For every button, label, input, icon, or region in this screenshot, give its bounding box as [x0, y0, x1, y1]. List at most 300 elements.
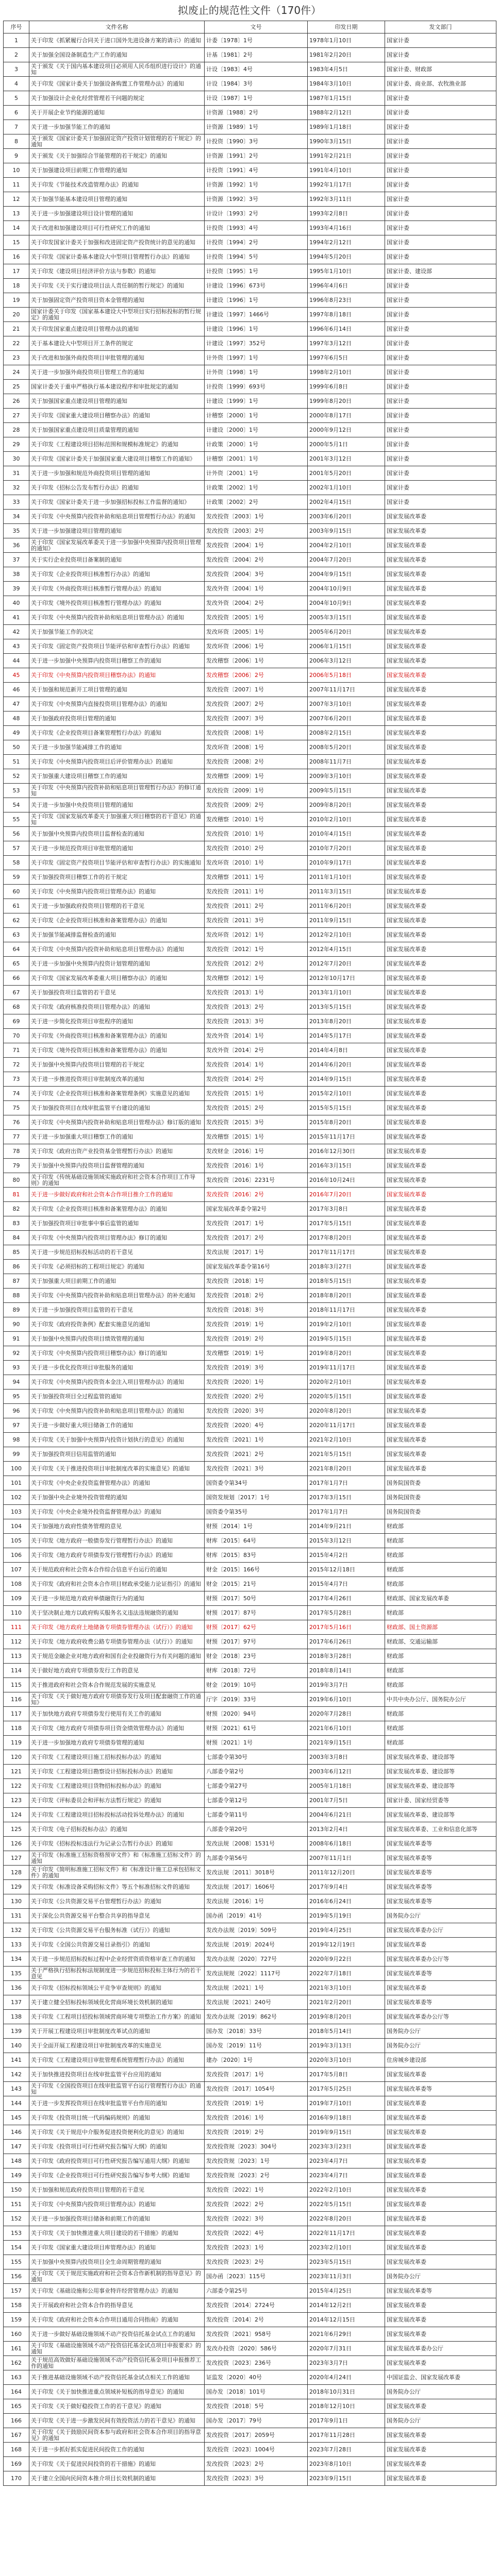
table-row — [4, 1736, 496, 1750]
cell-date: 1984年3月10日 — [308, 77, 385, 91]
cell-index: 55 — [4, 812, 29, 827]
cell-index: 4 — [4, 77, 29, 91]
cell-title: 关于印发《企业投资项目可行性研究报告编写参考大纲》的通知 — [29, 2168, 205, 2183]
cell-title: 关于印发《中央预算内投资补助和贴息项目管理暂行办法》的修订通知 — [29, 784, 205, 798]
cell-doc-number: 计稽察〔2001〕1号 — [205, 452, 308, 466]
cell-date: 1983年4月5日 — [308, 62, 385, 77]
cell-index: 35 — [4, 524, 29, 538]
cell-date: 2003年9月15日 — [308, 524, 385, 538]
cell-index: 51 — [4, 755, 29, 769]
cell-doc-number: 发改法规〔2008〕1531号 — [205, 1837, 308, 1851]
cell-issuer: 国家发展改革委 — [385, 510, 496, 524]
cell-issuer: 国家计委 — [385, 365, 496, 380]
cell-title: 关于印发《企业投资项目核准暂行办法》的通知 — [29, 567, 205, 582]
cell-index: 22 — [4, 336, 29, 351]
cell-issuer: 国家发展改革委 — [385, 2096, 496, 2111]
cell-index: 115 — [4, 1678, 29, 1692]
regulation-table — [3, 21, 496, 2486]
table-row — [4, 1087, 496, 1101]
cell-date: 2004年7月20日 — [308, 553, 385, 567]
cell-date: 2017年1月7日 — [308, 1476, 385, 1490]
cell-date: 2005年6月20日 — [308, 625, 385, 639]
cell-doc-number: 发改稽察〔2015〕1号 — [205, 1130, 308, 1144]
cell-index: 116 — [4, 1692, 29, 1707]
table-row — [4, 221, 496, 235]
table-row — [4, 1707, 496, 1721]
cell-title: 关于印发《中央预算内投资补助和贴息项目管理暂行办法》的通知 — [29, 510, 205, 524]
cell-doc-number: 发改法规〔2021〕1号 — [205, 1981, 308, 1995]
cell-index: 80 — [4, 1173, 29, 1188]
cell-title: 关于印发《中央预算内投资项目管理办法》的通知 — [29, 885, 205, 899]
cell-index: 123 — [4, 1793, 29, 1808]
cell-date: 2015年12月18日 — [308, 1563, 385, 1577]
cell-title: 关于印发《地方政府一般债券发行管理暂行办法》的通知 — [29, 1534, 205, 1548]
cell-date: 2013年1月10日 — [308, 986, 385, 1000]
cell-issuer: 财政部 — [385, 1707, 496, 1721]
cell-index: 62 — [4, 913, 29, 928]
table-row — [4, 1548, 496, 1563]
cell-doc-number: 建办〔2020〕1号 — [205, 2053, 308, 2067]
cell-title: 关于规范高效做好基础设施领域不动产投资信托基金项目申报推荐工作的通知 — [29, 2356, 205, 2370]
table-row — [4, 2212, 496, 2226]
table-row — [4, 91, 496, 106]
cell-issuer: 国家计委 — [385, 106, 496, 120]
cell-date: 2002年4月15日 — [308, 495, 385, 510]
cell-title: 关于加强节能减排监督检查的通知 — [29, 928, 205, 942]
cell-issuer: 国家计委 — [385, 293, 496, 308]
cell-index: 131 — [4, 1909, 29, 1923]
cell-doc-number: 财预〔2017〕62号 — [205, 1620, 308, 1635]
cell-date: 2003年6月20日 — [308, 510, 385, 524]
cell-title: 关于印发国家重点建设项目管理办法的通知 — [29, 322, 205, 336]
cell-date: 2008年5月20日 — [308, 740, 385, 755]
cell-title: 关于印发《国家计委关于加强设备购置工作管理办法》的通知 — [29, 77, 205, 91]
cell-doc-number: 计投资〔1994〕5号 — [205, 250, 308, 264]
cell-title: 关于加强投资项目在线审批监管平台建设的通知 — [29, 1101, 205, 1115]
cell-doc-number: 发改投资〔2011〕2号 — [205, 899, 308, 913]
cell-doc-number: 发改外资〔2004〕2号 — [205, 596, 308, 611]
cell-date: 2019年7月10日 — [308, 2096, 385, 2111]
cell-title: 关于印发《地方政府土地储备专项债券管理办法（试行）》的通知 — [29, 1620, 205, 1635]
cell-title: 关于建立全国向民间资本推介项目长效机制的通知 — [29, 2471, 205, 2486]
cell-index: 5 — [4, 91, 29, 106]
cell-title: 关于印发《国家计委关于进一步加强招标投标工作监督的通知》 — [29, 495, 205, 510]
cell-date: 2021年8月20日 — [308, 1462, 385, 1476]
cell-index: 128 — [4, 1866, 29, 1880]
cell-date: 2018年5月15日 — [308, 1274, 385, 1289]
cell-doc-number: 国资委令第35号 — [205, 1505, 308, 1519]
cell-issuer: 国家发展改革委 — [385, 2313, 496, 2327]
table-row — [4, 2082, 496, 2096]
cell-doc-number: 发改投资〔2011〕1号 — [205, 885, 308, 899]
cell-issuer: 国家发展改革委 — [385, 553, 496, 567]
cell-doc-number: 计投资〔1990〕3号 — [205, 134, 308, 149]
cell-title: 关于加强和规范政府投资项目管理的若干意见 — [29, 2183, 205, 2197]
cell-issuer: 国务院办公厅 — [385, 1909, 496, 1923]
cell-title: 关于开展工程建设项目审批制度改革试点的通知 — [29, 2024, 205, 2039]
cell-doc-number: 财金〔2019〕10号 — [205, 1678, 308, 1692]
cell-index: 163 — [4, 2370, 29, 2385]
cell-date: 2022年8月20日 — [308, 2212, 385, 2226]
cell-issuer: 国家发展改革委 — [385, 1072, 496, 1087]
cell-issuer: 国家计委、国家经贸委等 — [385, 1793, 496, 1808]
cell-date: 2012年2月10日 — [308, 928, 385, 942]
cell-index: 72 — [4, 1058, 29, 1072]
cell-issuer: 国家发展改革委 — [385, 611, 496, 625]
table-row — [4, 1231, 496, 1245]
table-row — [4, 1563, 496, 1577]
cell-index: 43 — [4, 639, 29, 654]
cell-issuer: 国家发展改革委 — [385, 1231, 496, 1245]
cell-date: 2018年5月14日 — [308, 2024, 385, 2039]
cell-index: 9 — [4, 149, 29, 163]
cell-date: 2020年11月17日 — [308, 1418, 385, 1433]
cell-date: 2006年5月18日 — [308, 668, 385, 683]
cell-doc-number: 发改投资〔2018〕2号 — [205, 1289, 308, 1303]
cell-title: 关于进一步加强建设项目设计管理的通知 — [29, 207, 205, 221]
table-row — [4, 134, 496, 149]
cell-date: 2011年12月20日 — [308, 1866, 385, 1880]
cell-date: 2000年5月1日 — [308, 437, 385, 452]
table-row — [4, 2183, 496, 2197]
cell-title: 关于印发《政府投资条例》配套实施意见的通知 — [29, 1317, 205, 1332]
cell-title: 关于印发《工程项目招投标领域营商环境专项整治工作方案》的通知 — [29, 2010, 205, 2024]
cell-index: 7 — [4, 120, 29, 134]
table-row — [4, 1765, 496, 1779]
cell-date: 2009年3月10日 — [308, 769, 385, 784]
cell-issuer: 国家计委 — [385, 221, 496, 235]
cell-index: 40 — [4, 596, 29, 611]
table-row — [4, 567, 496, 582]
cell-index: 96 — [4, 1404, 29, 1418]
cell-doc-number: 发改投资〔2007〕1号 — [205, 683, 308, 697]
cell-title: 关于颁发《关于国内基本建设项目必须用人民币组织进行设计》的通知 — [29, 62, 205, 77]
cell-doc-number: 财金〔2015〕21号 — [205, 1577, 308, 1591]
cell-title: 关于开展企业节约能源的通知 — [29, 106, 205, 120]
cell-date: 2003年3月8日 — [308, 1750, 385, 1765]
cell-doc-number: 发改投资〔2004〕1号 — [205, 538, 308, 553]
cell-doc-number: 发改法规〔2017〕1号 — [205, 1245, 308, 1260]
cell-issuer: 国家发展改革委 — [385, 1260, 496, 1274]
cell-date: 2017年3月8日 — [308, 1202, 385, 1216]
cell-date: 2019年4月25日 — [308, 1923, 385, 1938]
cell-date: 2012年4月15日 — [308, 942, 385, 957]
cell-title: 关于印发《节能技术改造管理办法》的通知 — [29, 178, 205, 192]
cell-issuer: 国家计委 — [385, 250, 496, 264]
cell-issuer: 国家发展改革委 — [385, 596, 496, 611]
cell-issuer: 中国证监会、国家发展改革委 — [385, 2370, 496, 2385]
cell-doc-number: 计外资〔1997〕1号 — [205, 351, 308, 365]
cell-index: 57 — [4, 841, 29, 856]
table-row — [4, 2053, 496, 2067]
cell-title: 关于印发《中央预算内投资资本金注入项目管理办法》的通知 — [29, 1375, 205, 1389]
cell-issuer: 国务院办公厅 — [385, 2414, 496, 2428]
cell-title: 关于印发《工程建设项目招标范围和规模标准规定》的通知 — [29, 437, 205, 452]
cell-doc-number: 发改投资〔2007〕3号 — [205, 711, 308, 726]
cell-doc-number: 发改法规〔2019〕2024号 — [205, 1938, 308, 1952]
table-row — [4, 957, 496, 971]
cell-date: 2023年4月7日 — [308, 2154, 385, 2168]
cell-title: 关于加强中央企业境外投资管理的通知 — [29, 1490, 205, 1505]
cell-issuer: 国家发展改革委 — [385, 928, 496, 942]
cell-date: 2022年5月15日 — [308, 2197, 385, 2212]
cell-doc-number: 计稽察〔2000〕1号 — [205, 409, 308, 423]
cell-title: 关于印发《中央预算内投资补助和贴息项目管理办法》修订版的通知 — [29, 1115, 205, 1130]
header-doc-number: 文号 — [205, 21, 308, 33]
cell-issuer: 国家发展改革委 — [385, 1361, 496, 1375]
table-row — [4, 510, 496, 524]
cell-title: 关于印发《国家发展改革委关于加强重大项目稽察的若干意见》的通知 — [29, 812, 205, 827]
cell-index: 102 — [4, 1490, 29, 1505]
table-row — [4, 1404, 496, 1418]
table-row — [4, 1664, 496, 1678]
cell-doc-number: 国办发〔2018〕101号 — [205, 2385, 308, 2399]
table-header-row — [4, 21, 496, 33]
cell-title: 关于进一步加强中央预算内投资计划管理的通知 — [29, 957, 205, 971]
cell-title: 关于加强重大建设项目稽察工作的通知 — [29, 769, 205, 784]
cell-date: 2005年3月15日 — [308, 611, 385, 625]
cell-doc-number: 国办发〔2017〕79号 — [205, 2414, 308, 2428]
cell-date: 2001年7月5日 — [308, 1793, 385, 1808]
cell-doc-number: 计基〔1981〕2号 — [205, 48, 308, 62]
cell-issuer: 国家发展改革委 — [385, 2183, 496, 2197]
cell-title: 关于印发《简明标准施工招标文件》和《标准设计施工总承包招标文件》的通知 — [29, 1866, 205, 1880]
cell-doc-number: 计建设〔1997〕352号 — [205, 336, 308, 351]
cell-date: 2017年1月7日 — [308, 1505, 385, 1519]
table-row — [4, 1361, 496, 1375]
cell-doc-number: 发改投资〔2017〕2号 — [205, 1231, 308, 1245]
cell-issuer: 国家计委 — [385, 192, 496, 207]
cell-title: 关于印发《国家计委基本建设大中型项目管理暂行办法》的通知 — [29, 250, 205, 264]
table-row — [4, 625, 496, 639]
cell-issuer: 财政部、国家发展改革委 — [385, 1591, 496, 1606]
table-row — [4, 1072, 496, 1087]
cell-issuer: 国家发展改革委、建设部等 — [385, 1779, 496, 1793]
cell-index: 88 — [4, 1289, 29, 1303]
cell-doc-number: 发改投资〔2021〕3号 — [205, 1462, 308, 1476]
cell-index: 1 — [4, 33, 29, 48]
cell-doc-number: 发改投资〔2016〕2231号 — [205, 1173, 308, 1188]
cell-index: 154 — [4, 2241, 29, 2255]
cell-index: 19 — [4, 293, 29, 308]
cell-title: 关于进一步做好政府和社会资本合作项目推介工作的通知 — [29, 1188, 205, 1202]
cell-index: 143 — [4, 2082, 29, 2096]
table-row — [4, 798, 496, 812]
cell-issuer: 国家发展改革委 — [385, 2356, 496, 2370]
table-row — [4, 163, 496, 178]
cell-date: 2018年8月20日 — [308, 1289, 385, 1303]
cell-doc-number: 计政策〔2002〕1号 — [205, 481, 308, 495]
table-row — [4, 1851, 496, 1866]
cell-date: 2020年4月24日 — [308, 2370, 385, 2385]
cell-title: 关于印发《关于做好地方政府专项债券发行及项目配套融资工作的通知》 — [29, 1692, 205, 1707]
cell-date: 2010年2月10日 — [308, 812, 385, 827]
cell-date: 2016年10月24日 — [308, 1173, 385, 1188]
cell-index: 140 — [4, 2039, 29, 2053]
cell-date: 2011年6月20日 — [308, 899, 385, 913]
cell-index: 64 — [4, 942, 29, 957]
table-row — [4, 2342, 496, 2356]
cell-title: 关于印发《关于规范中介服务促进投资便利化的意见》的通知 — [29, 2125, 205, 2140]
cell-index: 17 — [4, 264, 29, 279]
table-row — [4, 1909, 496, 1923]
cell-index: 24 — [4, 365, 29, 380]
cell-issuer: 国家发展改革委等 — [385, 1894, 496, 1909]
cell-index: 169 — [4, 2457, 29, 2471]
cell-date: 2010年4月15日 — [308, 827, 385, 841]
cell-doc-number: 发改投资〔2019〕3号 — [205, 1361, 308, 1375]
table-row — [4, 1014, 496, 1029]
table-row — [4, 1476, 496, 1490]
table-row — [4, 1144, 496, 1159]
cell-issuer: 国家发展改革委 — [385, 856, 496, 870]
cell-date: 2019年9月15日 — [308, 2125, 385, 2140]
cell-doc-number: 计建设〔1996〕673号 — [205, 279, 308, 293]
cell-doc-number: 财预〔2021〕61号 — [205, 1721, 308, 1736]
cell-date: 1981年2月20日 — [308, 48, 385, 62]
cell-title: 关于深化公共资源交易平台整合共享的指导意见 — [29, 1909, 205, 1923]
table-row — [4, 1779, 496, 1793]
cell-doc-number: 发改投资〔2017〕1号 — [205, 2067, 308, 2082]
table-row — [4, 235, 496, 250]
cell-doc-number: 财库〔2015〕64号 — [205, 1534, 308, 1548]
cell-issuer: 财政部 — [385, 1736, 496, 1750]
cell-date: 1996年8月23日 — [308, 293, 385, 308]
cell-index: 71 — [4, 1043, 29, 1058]
cell-index: 138 — [4, 2010, 29, 2024]
cell-issuer: 国家发展改革委 — [385, 1130, 496, 1144]
cell-index: 29 — [4, 437, 29, 452]
cell-date: 2017年9月1日 — [308, 2414, 385, 2428]
cell-title: 关于改进和加强建设项目可行性研究工作的通知 — [29, 221, 205, 235]
cell-index: 76 — [4, 1115, 29, 1130]
cell-title: 关于印发《中央预算内投资项目后评价管理办法》的通知 — [29, 755, 205, 769]
cell-doc-number: 发改投资〔2013〕2号 — [205, 1000, 308, 1014]
cell-date: 2017年5月8日 — [308, 2067, 385, 2082]
cell-index: 122 — [4, 1779, 29, 1793]
cell-title: 关于进一步简化投资项目审批程序的通知 — [29, 1014, 205, 1029]
cell-index: 151 — [4, 2197, 29, 2212]
cell-issuer: 财政部 — [385, 1649, 496, 1664]
cell-date: 1990年3月15日 — [308, 134, 385, 149]
cell-index: 68 — [4, 1000, 29, 1014]
cell-index: 109 — [4, 1591, 29, 1606]
cell-issuer: 国家计委 — [385, 495, 496, 510]
cell-date: 2018年3月27日 — [308, 1260, 385, 1274]
cell-date: 1993年4月16日 — [308, 221, 385, 235]
cell-issuer: 国家发展改革委 — [385, 2443, 496, 2457]
cell-doc-number: 发改投资〔2004〕3号 — [205, 567, 308, 582]
table-row — [4, 1866, 496, 1880]
cell-title: 关于印发《地方政府收费公路专项债券管理办法（试行）》的通知 — [29, 1635, 205, 1649]
cell-doc-number: 发改投资〔2019〕1号 — [205, 1317, 308, 1332]
cell-doc-number: 发改投资〔2017〕1号 — [205, 1216, 308, 1231]
cell-doc-number: 七部委令第27号 — [205, 1779, 308, 1793]
cell-date: 1993年2月8日 — [308, 207, 385, 221]
cell-title: 关于印发《企业投资项目核准和备案管理办法》的通知 — [29, 1202, 205, 1216]
cell-issuer: 国家发展改革委、建设部等 — [385, 1765, 496, 1779]
cell-title: 关于加强投资项目全过程监管的通知 — [29, 1389, 205, 1404]
cell-title: 关于印发《政府和社会资本合作项目通用合同指南》的通知 — [29, 2313, 205, 2327]
cell-doc-number: 发改投资〔2023〕2号 — [205, 2457, 308, 2471]
cell-doc-number: 发改投资〔2007〕2号 — [205, 697, 308, 711]
cell-index: 66 — [4, 971, 29, 986]
cell-date: 2015年2月10日 — [308, 1087, 385, 1101]
table-row — [4, 322, 496, 336]
cell-doc-number: 发改投资〔2014〕2号 — [205, 2313, 308, 2327]
header-title: 文件名称 — [29, 21, 205, 33]
cell-index: 166 — [4, 2414, 29, 2428]
cell-date: 2015年4月7日 — [308, 1577, 385, 1591]
cell-issuer: 国家计委、财政部 — [385, 62, 496, 77]
table-row — [4, 1303, 496, 1317]
cell-index: 167 — [4, 2428, 29, 2443]
cell-doc-number: 发改投资〔2004〕2号 — [205, 553, 308, 567]
cell-title: 关于开展政府和社会资本合作的指导意见 — [29, 2298, 205, 2313]
cell-title: 关于印发《国家重大建设项目稽察办法》的通知 — [29, 409, 205, 423]
table-row — [4, 538, 496, 553]
cell-date: 2011年9月15日 — [308, 913, 385, 928]
cell-date: 2004年10月9日 — [308, 582, 385, 596]
cell-date: 2020年2月10日 — [308, 1375, 385, 1389]
cell-doc-number: 发改投资〔2020〕3号 — [205, 1404, 308, 1418]
cell-date: 2017年6月26日 — [308, 1635, 385, 1649]
cell-date: 2022年2月10日 — [308, 2183, 385, 2197]
cell-doc-number: 计建设〔1996〕1号 — [205, 322, 308, 336]
table-row — [4, 1606, 496, 1620]
cell-index: 21 — [4, 322, 29, 336]
table-row — [4, 1793, 496, 1808]
cell-index: 153 — [4, 2226, 29, 2241]
cell-index: 148 — [4, 2154, 29, 2168]
table-row — [4, 2443, 496, 2457]
cell-index: 107 — [4, 1563, 29, 1577]
table-row — [4, 1620, 496, 1635]
table-row — [4, 452, 496, 466]
cell-date: 2013年5月15日 — [308, 1000, 385, 1014]
table-row — [4, 466, 496, 481]
cell-title: 关于印发《工程建设项目货物招标投标办法》的通知 — [29, 1779, 205, 1793]
cell-index: 69 — [4, 1014, 29, 1029]
cell-issuer: 国家计委 — [385, 207, 496, 221]
cell-doc-number: 发改投资〔2016〕1号 — [205, 2111, 308, 2125]
cell-title: 关于印发《中央企业投资监督管理办法》的通知 — [29, 1476, 205, 1490]
table-row — [4, 2096, 496, 2111]
cell-index: 164 — [4, 2385, 29, 2399]
cell-doc-number: 计设计〔1993〕2号 — [205, 207, 308, 221]
cell-doc-number: 发改投资〔2015〕1号 — [205, 1087, 308, 1101]
table-row — [4, 2125, 496, 2140]
cell-title: 关于加强国家重点建设项目质量管理的通知 — [29, 423, 205, 437]
cell-date: 2013年2月4日 — [308, 1822, 385, 1837]
cell-issuer: 国家计委 — [385, 394, 496, 409]
cell-date: 2014年12月2日 — [308, 2298, 385, 2313]
cell-doc-number: 发改投资〔2020〕1号 — [205, 1375, 308, 1389]
cell-date: 2000年9月12日 — [308, 423, 385, 437]
cell-date: 1989年1月18日 — [308, 120, 385, 134]
cell-doc-number: 财库〔2018〕72号 — [205, 1664, 308, 1678]
table-row — [4, 1692, 496, 1707]
cell-doc-number: 发改投资〔2020〕4号 — [205, 1418, 308, 1433]
cell-index: 106 — [4, 1548, 29, 1563]
cell-title: 关于加强中央预算内投资项目绩效管理的通知 — [29, 1332, 205, 1346]
table-row — [4, 2010, 496, 2024]
cell-doc-number: 发改稽察〔2011〕1号 — [205, 870, 308, 885]
cell-issuer: 财政部 — [385, 1664, 496, 1678]
cell-issuer: 国家发展改革委、工业和信息化部等 — [385, 1822, 496, 1837]
cell-doc-number: 财预〔2014〕1号 — [205, 1519, 308, 1534]
cell-index: 23 — [4, 351, 29, 365]
